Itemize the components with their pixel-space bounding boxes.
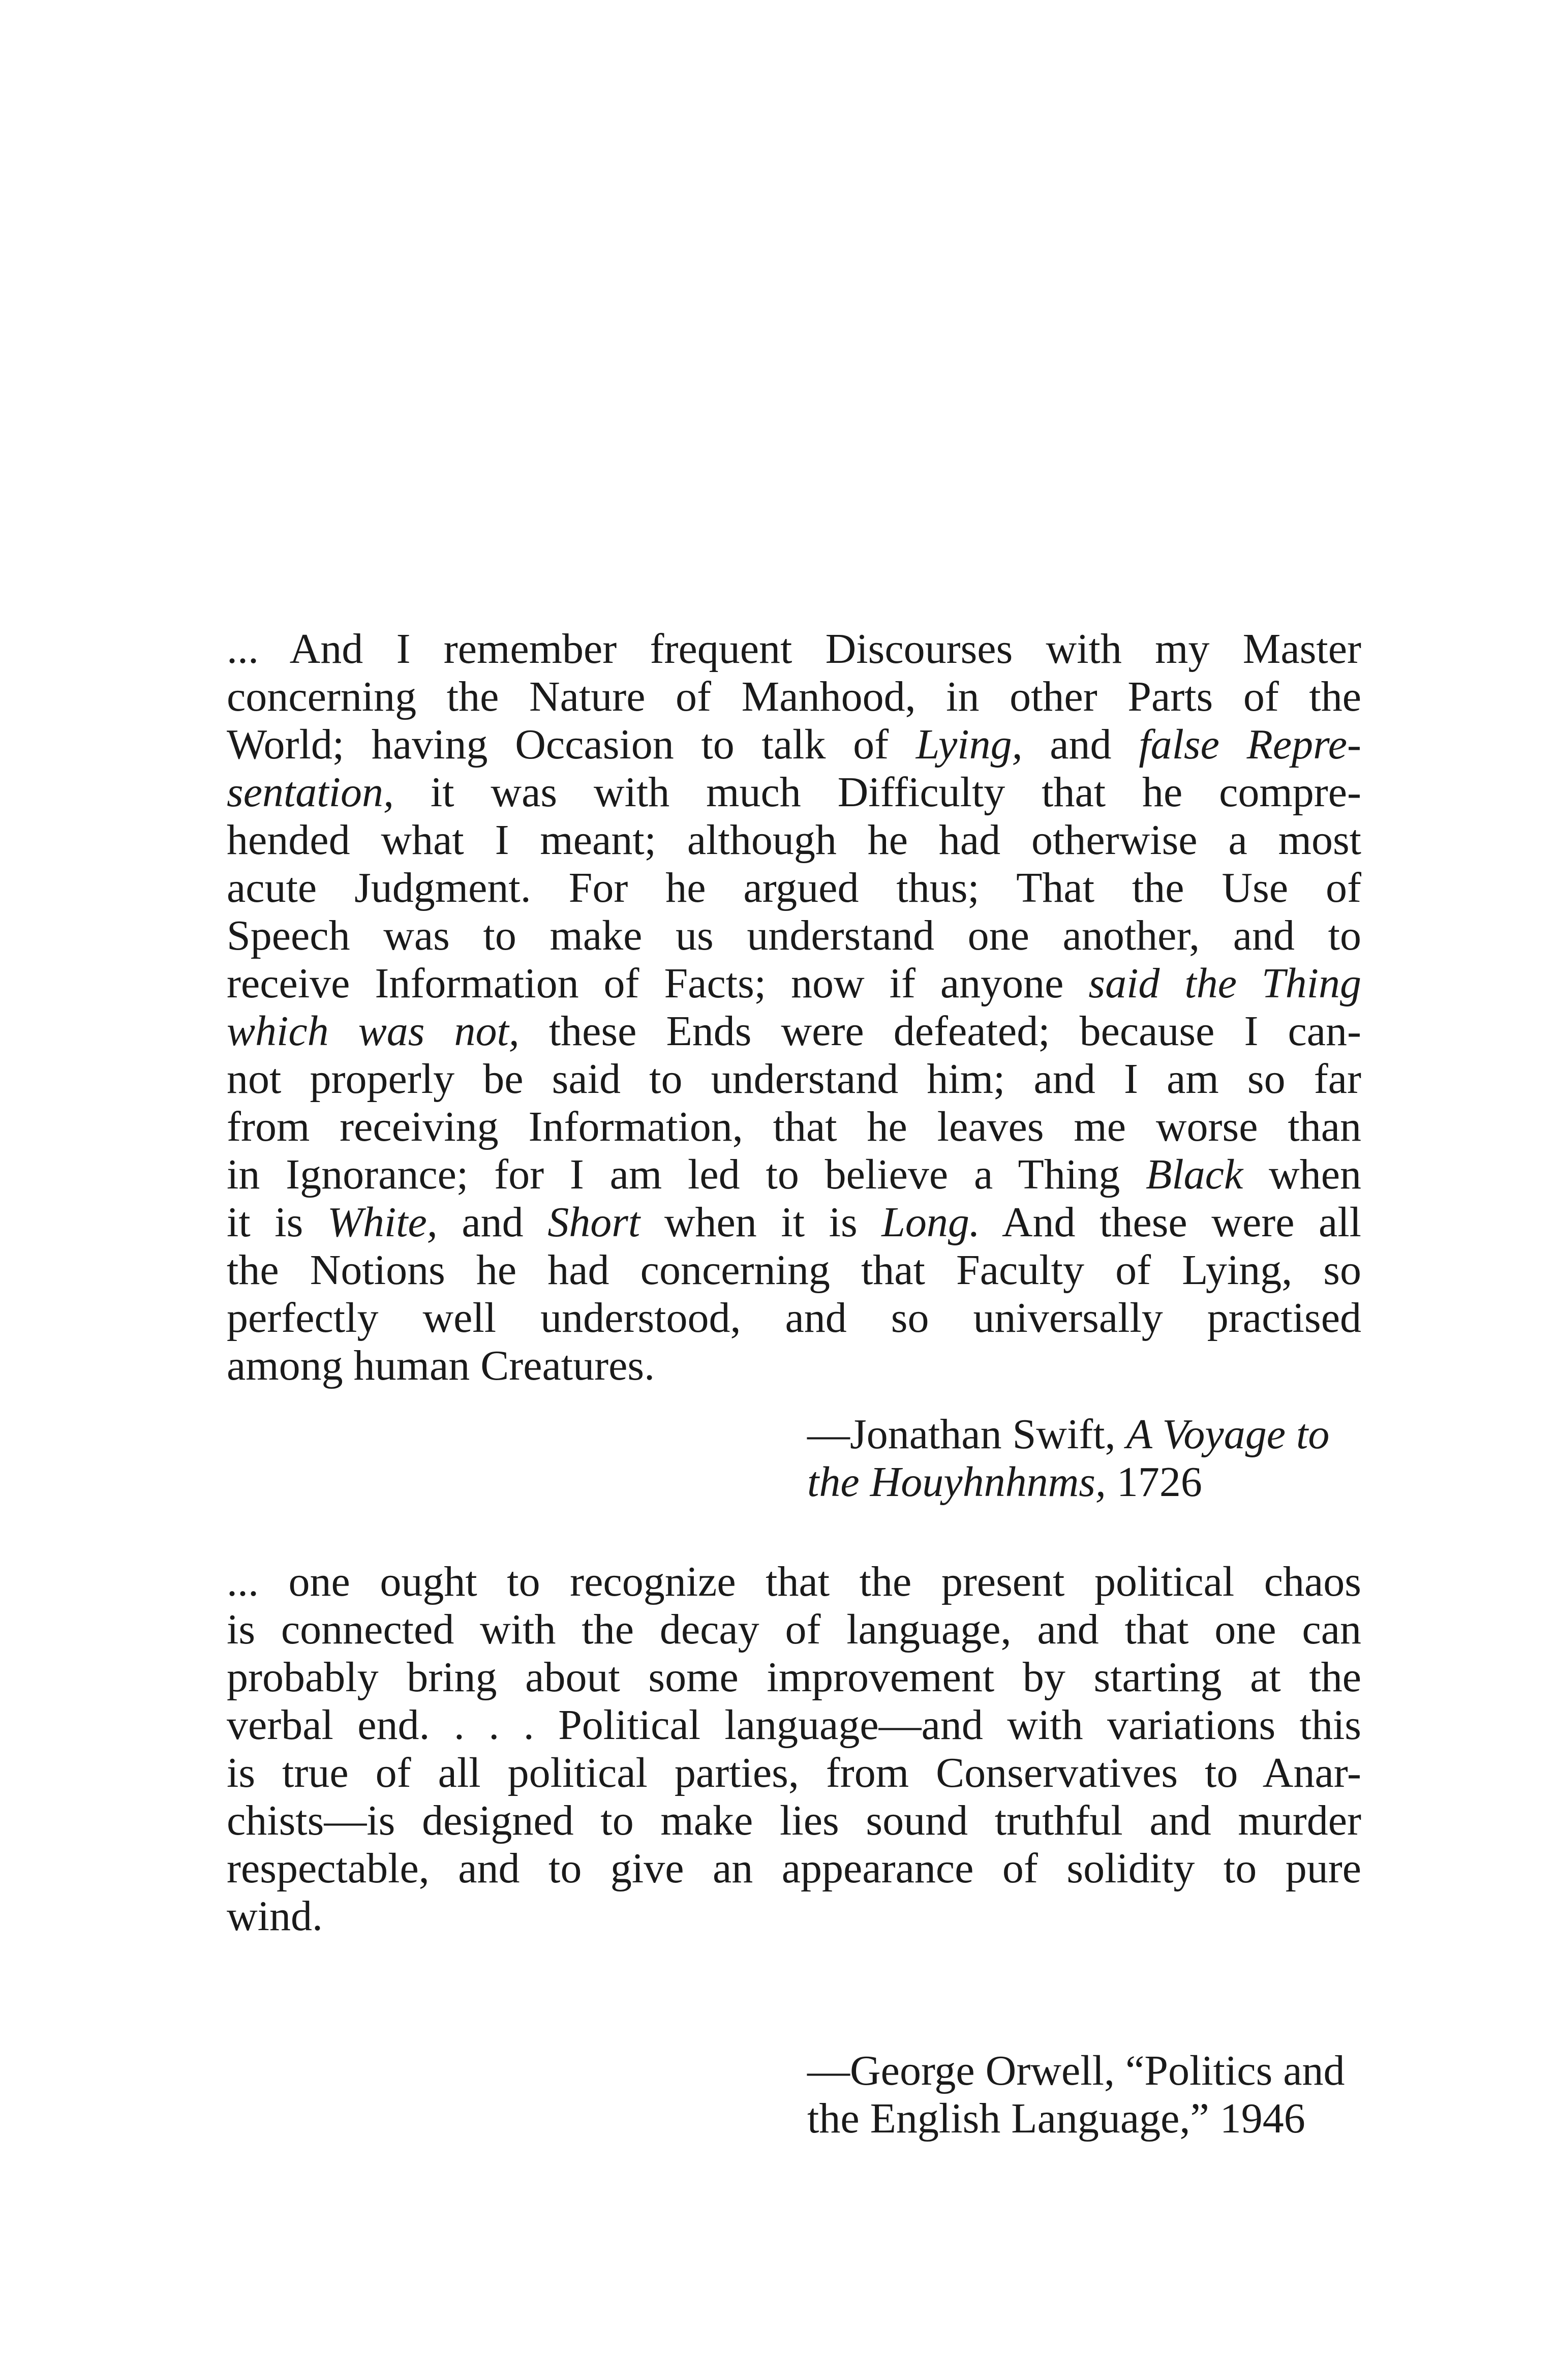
swift-quotation <box>227 625 1361 1390</box>
text-line: ... one ought to recognize that the present political chaos <box>227 1558 1361 1605</box>
text-line: receive Information of Facts; now if anyone said the Thing <box>227 960 1361 1007</box>
italic-text: White, <box>327 1199 438 1246</box>
text-line: sentation, it was with much Difficulty that he compre- <box>227 769 1361 816</box>
text-line: verbal end. . . . Political language—and with variations this <box>227 1701 1361 1749</box>
text-line: concerning the Nature of Manhood, in other Parts of the <box>227 673 1361 720</box>
text-line: the English Language,” 1946 <box>807 2095 1305 2142</box>
text-line: chists—is designed to make lies sound truthful and murder <box>227 1797 1361 1844</box>
text-line: which was not, these Ends were defeated; because I can- <box>227 1008 1361 1055</box>
text-line: hended what I meant; although he had otherwise a most <box>227 816 1361 864</box>
text-line: —Jonathan Swift, A Voyage to <box>807 1411 1330 1458</box>
text-line: probably bring about some improvement by starting at the <box>227 1654 1361 1701</box>
italic-text: A Voyage to <box>1126 1411 1330 1458</box>
text-line: the Houyhnhnms, 1726 <box>807 1458 1202 1506</box>
text-line: from receiving Information, that he leaves me worse than <box>227 1103 1361 1150</box>
text-line: is connected with the decay of language, and that one can <box>227 1606 1361 1653</box>
text-line: in Ignorance; for I am led to believe a Thing Black when <box>227 1151 1361 1198</box>
text-line: World; having Occasion to talk of Lying, and false Repre- <box>227 721 1361 768</box>
italic-text: sentation, <box>227 769 394 816</box>
text-line: among human Creatures. <box>227 1342 655 1389</box>
text-line: the Notions he had concerning that Faculty of Lying, so <box>227 1246 1361 1294</box>
text-line: not properly be said to understand him; and I am so far <box>227 1055 1361 1103</box>
orwell-quotation <box>227 1558 1361 1940</box>
italic-text: which was not, <box>227 1008 520 1055</box>
italic-text: false Repre- <box>1139 721 1361 768</box>
text-line: —George Orwell, “Politics and <box>807 2047 1345 2094</box>
text-line: it is White, and Short when it is Long. And these were all <box>227 1199 1362 1246</box>
italic-text: Lying, <box>915 721 1023 768</box>
text-line: wind. <box>227 1893 323 1940</box>
italic-text: the Houyhnhnms, <box>807 1458 1106 1506</box>
text-line: acute Judgment. For he argued thus; That the Use of <box>227 864 1361 911</box>
text-line: Speech was to make us understand one another, and to <box>227 912 1361 959</box>
italic-text: Short <box>547 1199 640 1246</box>
text-line: ... And I remember frequent Discourses with my Master <box>227 625 1361 673</box>
italic-text: Black <box>1146 1151 1243 1198</box>
orwell-attribution <box>807 2047 1361 2143</box>
swift-attribution <box>807 1411 1361 1506</box>
text-line: is true of all political parties, from Conservatives to Anar- <box>227 1749 1361 1796</box>
text-line: respectable, and to give an appearance of solidity to pure <box>227 1845 1361 1892</box>
text-line: perfectly well understood, and so universally practised <box>227 1294 1361 1341</box>
italic-text: Long. <box>881 1199 980 1246</box>
italic-text: said the Thing <box>1088 960 1361 1007</box>
